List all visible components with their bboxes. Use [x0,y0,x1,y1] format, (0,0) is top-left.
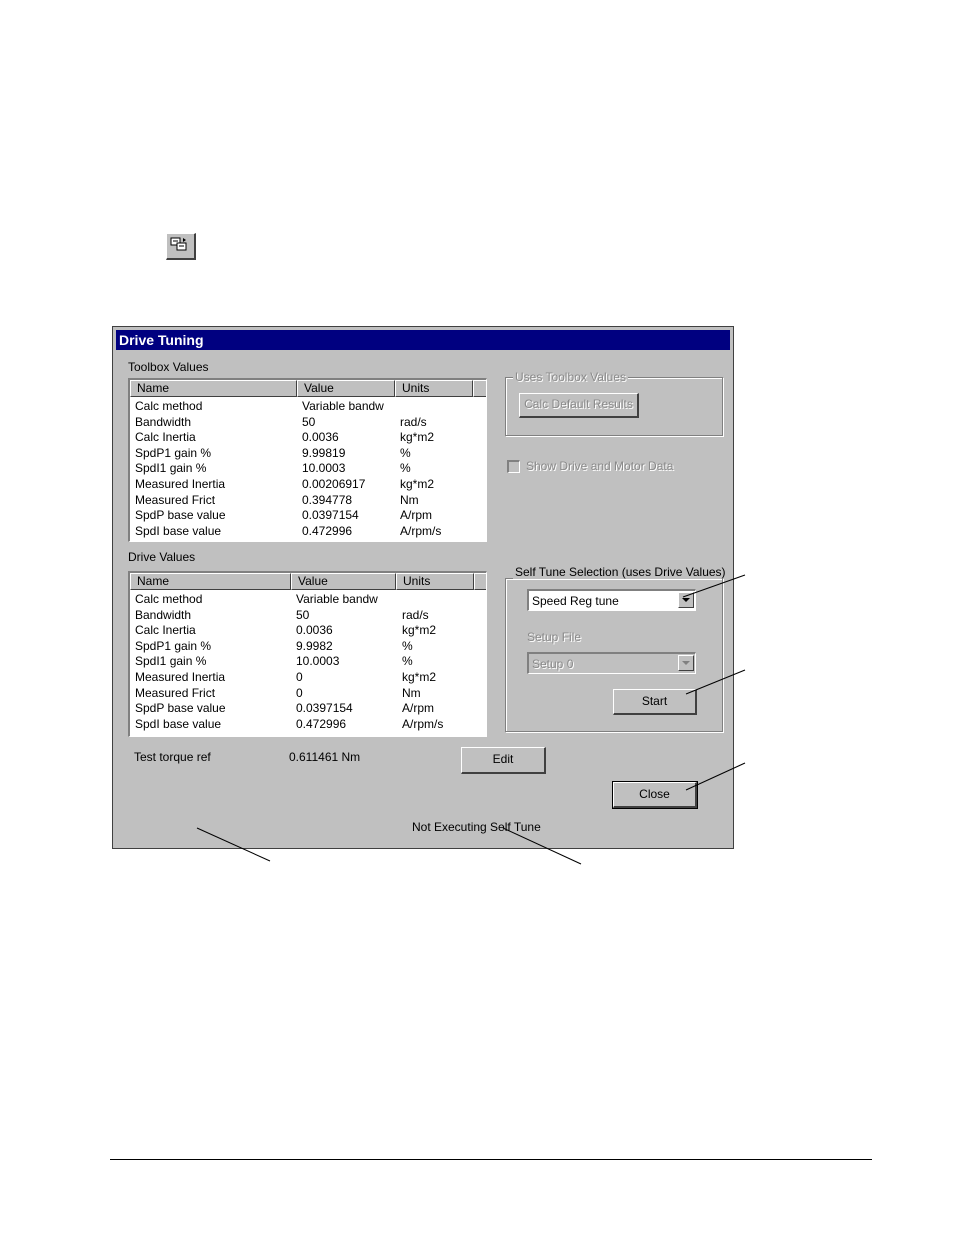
show-drive-motor-label: Show Drive and Motor Data [526,459,674,473]
toolbox-row-5-name: Measured Inertia [135,477,226,491]
toolbox-row-1-units: rad/s [400,414,427,429]
drive-values-label: Drive Values [128,550,196,564]
toolbox-col-units[interactable]: Units [395,380,473,397]
drive-row-3-units: % [402,638,413,653]
callout-self-tune [683,575,745,597]
drive-row-6-name: Measured Frict [135,685,216,700]
callout-bottom-left [197,828,270,861]
drive-row-5-value: 0 [296,670,303,684]
window-title: Drive Tuning [119,332,204,348]
toolbox-row-8-value: 0.472996 [302,523,353,538]
toolbox-values-label: Toolbox Values [128,360,209,374]
drive-row-3-name: SpdP1 gain % [135,638,212,653]
drive-row-6-value: 0 [296,685,303,700]
toolbox-row-3-value: 9.99819 [302,445,346,460]
drive-col-value[interactable]: Value [291,573,396,590]
toolbox-col-name[interactable]: Name [130,380,297,397]
drive-row-0-name: Calc method [135,592,203,606]
toolbox-row-3-name: SpdP1 gain % [135,445,212,460]
toolbox-row-5-units: kg*m2 [400,477,435,491]
toolbox-row-0-value: Variable bandw [302,399,384,413]
toolbox-row-4-name: SpdI1 gain % [135,461,207,476]
test-torque-value: 0.611461 Nm [289,750,361,764]
drive-row-7-name: SpdP base value [135,701,226,716]
callout-status [503,828,581,864]
callout-close [686,763,745,790]
drive-row-8-units: A/rpm/s [402,716,444,731]
start-button[interactable]: Start [613,689,697,715]
drive-row-3-value: 9.9982 [296,638,333,653]
uses-toolbox-title: Uses Toolbox Values [515,370,626,384]
drive-row-1-units: rad/s [402,607,429,622]
test-torque-label: Test torque ref [134,750,211,764]
drive-col-units[interactable]: Units [396,573,474,590]
toolbox-row-1-value: 50 [302,414,316,429]
toolbox-row-1-name: Bandwidth [135,414,192,429]
toolbox-row-0-name: Calc method [135,399,203,413]
toolbox-row-7-name: SpdP base value [135,508,226,523]
toolbox-row-2-value: 0.0036 [302,430,339,445]
callout-start [686,670,745,694]
drive-row-4-value: 10.0003 [296,654,340,669]
drive-row-2-value: 0.0036 [296,623,333,638]
status-text: Not Executing Self Tune [412,820,541,834]
drive-row-2-units: kg*m2 [402,623,437,638]
drive-row-8-name: SpdI base value [135,716,222,731]
drive-col-name[interactable]: Name [130,573,291,590]
drive-row-5-name: Measured Inertia [135,670,226,684]
drive-row-1-value: 50 [296,607,310,622]
calc-default-results-button[interactable]: Calc Default Results [519,393,639,418]
drive-row-8-value: 0.472996 [296,716,347,731]
footer-rule [110,1159,872,1160]
drive-row-7-units: A/rpm [402,701,435,716]
toolbox-row-2-name: Calc Inertia [135,430,196,445]
toolbox-row-8-units: A/rpm/s [400,523,442,538]
drive-row-4-name: SpdI1 gain % [135,654,207,669]
drive-row-1-name: Bandwidth [135,607,192,622]
edit-button[interactable]: Edit [461,747,546,774]
toolbox-row-4-units: % [400,461,411,476]
self-tune-title: Self Tune Selection (uses Drive Values) [515,565,726,579]
toolbox-row-2-units: kg*m2 [400,430,435,445]
toolbox-row-8-name: SpdI base value [135,523,222,538]
self-tune-select-value: Speed Reg tune [532,594,619,608]
toolbox-row-4-value: 10.0003 [302,461,346,476]
setup-file-label: Setup File [527,630,582,644]
toolbox-row-7-units: A/rpm [400,508,433,523]
drive-row-4-units: % [402,654,413,669]
toolbox-row-6-value: 0.394778 [302,492,353,507]
drive-row-7-value: 0.0397154 [296,701,353,716]
toolbox-row-6-units: Nm [400,492,419,507]
setup-file-select-value: Setup 0 [532,657,574,671]
close-button[interactable]: Close [613,782,697,808]
drive-row-2-name: Calc Inertia [135,623,196,638]
drive-row-5-units: kg*m2 [402,670,437,684]
toolbox-col-value[interactable]: Value [297,380,395,397]
toolbox-row-5-value: 0.00206917 [302,477,366,491]
toolbox-row-6-name: Measured Frict [135,492,216,507]
drive-row-6-units: Nm [402,685,421,700]
toolbox-row-3-units: % [400,445,411,460]
drive-row-0-value: Variable bandw [296,592,378,606]
toolbox-row-7-value: 0.0397154 [302,508,359,523]
